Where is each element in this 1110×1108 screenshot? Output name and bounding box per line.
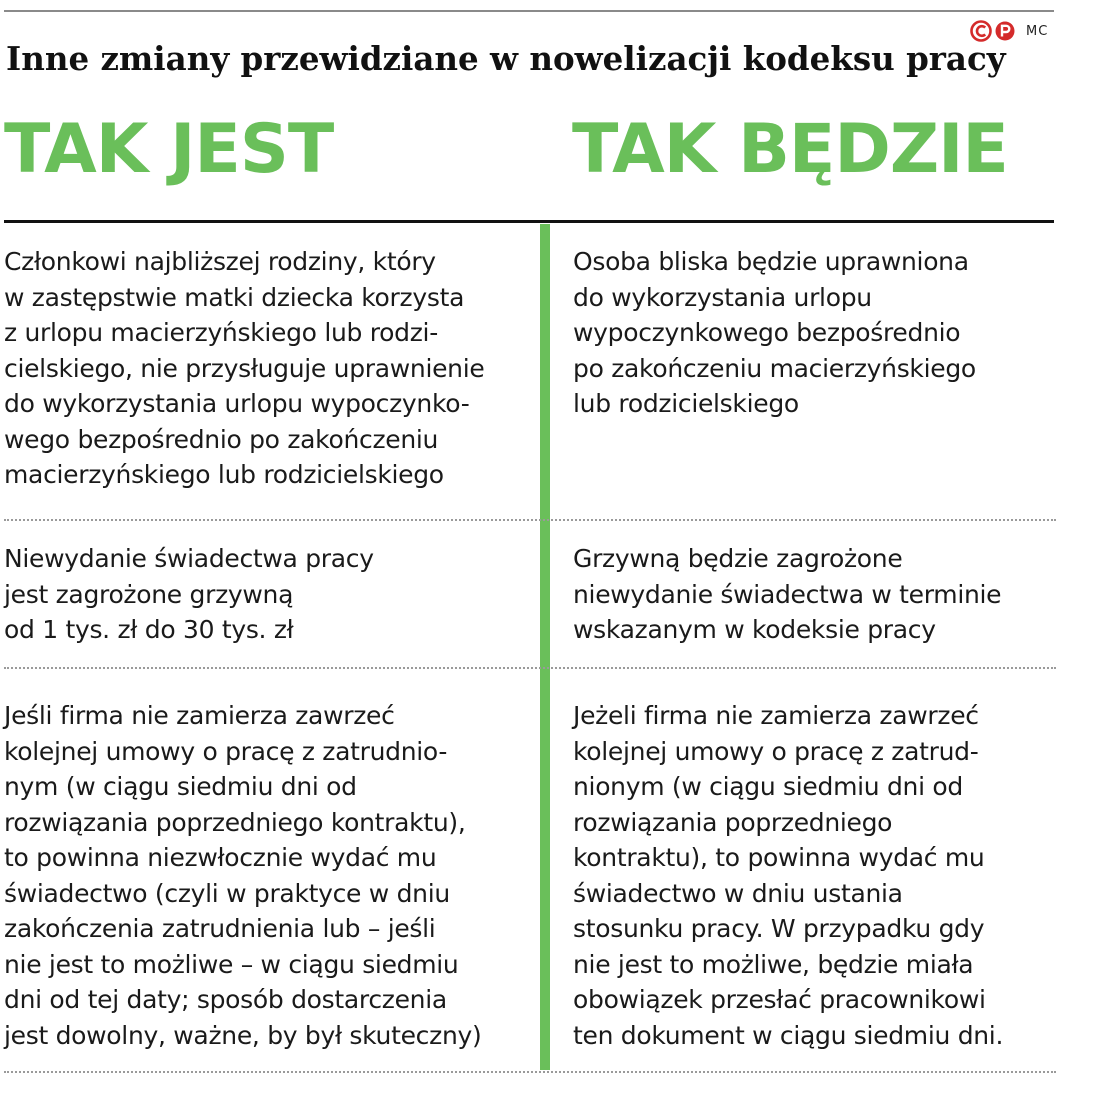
page-title: Inne zmiany przewidziane w nowelizacji kodeksu pracy [6, 39, 1006, 78]
row-3-current-text: Jeśli firma nie zamierza zawrzeć kolejnej umowy o pracę z zatrudnio- nym (w ciągu siedmiu dni od rozwiązania poprzedniego kontraktu), to powinna niezwłocznie wydać mu świadectwo (czyli w praktyce w dniu zakończenia zatrudnienia lub – jeśli nie jest to możliwe – w ciągu siedmiu dni od tej daty; sposób dostarczenia jest dowolny, ważne, by był skuteczny) [4, 701, 482, 1050]
row-1-current-text: Członkowi najbliższej rodziny, który w zastępstwie matki dziecka korzysta z urlopu macierzyńskiego lub rodzi- cielskiego, nie przysługuje uprawnienie do wykorzystania urlopu wypoczynko- wego bezpośrednio po zakończeniu macierzyńskiego lub rodzicielskiego [4, 247, 485, 489]
row-2-current-text: Niewydanie świadectwa pracy jest zagrożone grzywną od 1 tys. zł do 30 tys. zł [4, 544, 374, 644]
row-separator [4, 1071, 1056, 1073]
heading-rule [4, 220, 1054, 223]
row-separator [4, 519, 1056, 521]
column-heading-current: TAK JEST [4, 110, 334, 189]
row-2-future-text: Grzywną będzie zagrożone niewydanie świadectwa w terminie wskazanym w kodeksie pracy [573, 544, 1002, 644]
top-rule [4, 10, 1054, 12]
row-3-future-text: Jeżeli firma nie zamierza zawrzeć kolejnej umowy o pracę z zatrud- nionym (w ciągu siedmiu dni od rozwiązania poprzedniego kontraktu), to powinna wydać mu świadectwo w dniu ustania stosunku pracy. W przypadku gdy nie jest to możliwe, będzie miała obowiązek przesłać pracownikowi ten dokument w ciągu siedmiu dni. [573, 701, 1004, 1050]
row-1-future-text: Osoba bliska będzie uprawniona do wykorzystania urlopu wypoczynkowego bezpośrednio po zakończeniu macierzyńskiego lub rodzicielskiego [573, 247, 976, 418]
column-heading-future: TAK BĘDZIE [572, 110, 1008, 189]
column-divider [540, 224, 550, 1070]
author-mark: MC [1026, 23, 1049, 39]
row-separator [4, 667, 1056, 669]
